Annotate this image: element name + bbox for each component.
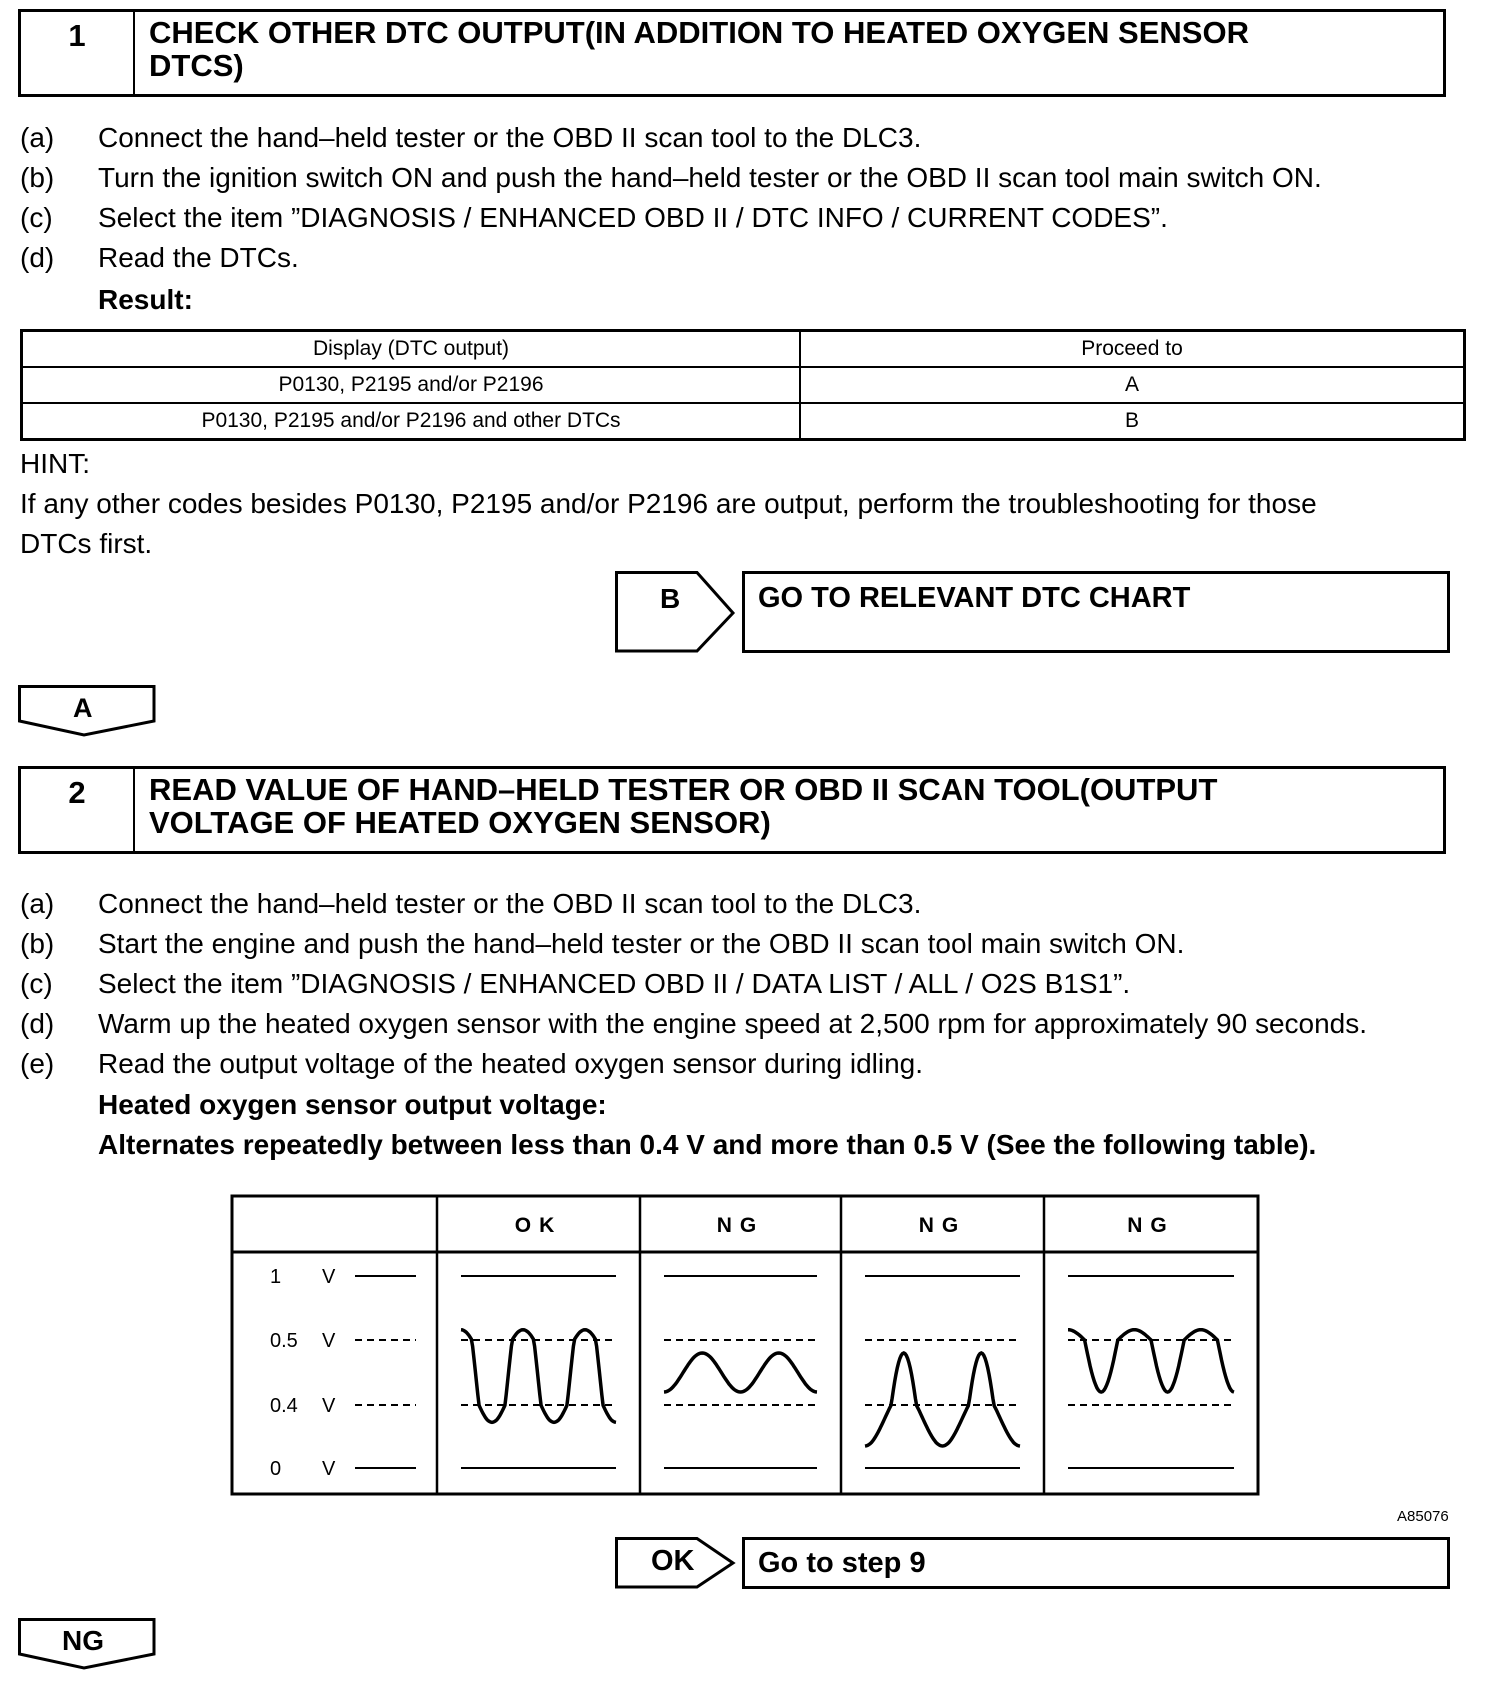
step-title: CHECK OTHER DTC OUTPUT(IN ADDITION TO HEATED OXYGEN SENSOR DTCS) xyxy=(149,15,1249,83)
hint-label: HINT: xyxy=(20,448,90,479)
step-2-item-e: (e) Read the output voltage of the heated oxygen sensor during idling. xyxy=(20,1048,924,1079)
step-2-item-a: (a) Connect the hand–held tester or the OBD II scan tool to the DLC3. xyxy=(20,888,922,919)
branch-b-tag[interactable]: B xyxy=(660,583,681,614)
y-level-unit: V xyxy=(322,1266,336,1288)
branch-ok-action-text: Go to step 9 xyxy=(758,1547,926,1579)
table-cell: B xyxy=(800,403,1465,440)
spec-value: Alternates repeatedly between less than 0.4 V and more than 0.5 V (See the following table). xyxy=(98,1129,1317,1160)
step-2-item-b: (b) Start the engine and push the hand–held tester or the OBD II scan tool main switch ON. xyxy=(20,928,1185,959)
branch-ng-tag[interactable]: NG xyxy=(62,1625,104,1656)
branch-ok-tag[interactable]: OK xyxy=(651,1545,695,1577)
hint-text-line-2: DTCs first. xyxy=(20,528,153,559)
y-level-label: 0 xyxy=(270,1458,282,1480)
y-level-label: 0.5 xyxy=(270,1330,298,1352)
step-number: 2 xyxy=(21,769,135,851)
result-label: Result: xyxy=(98,284,193,315)
table-cell: A xyxy=(800,367,1465,403)
step-1-item-d: (d) Read the DTCs. xyxy=(20,242,299,273)
table-header: Proceed to xyxy=(800,331,1465,368)
branch-a-tag[interactable]: A xyxy=(73,693,93,723)
y-level-label: 0.4 xyxy=(270,1395,298,1417)
table-header: Display (DTC output) xyxy=(22,331,801,368)
waveform-column-header: OK xyxy=(514,1214,563,1237)
waveform-table-frame xyxy=(232,1196,1258,1494)
waveform-column-header: NG xyxy=(918,1214,967,1237)
spec-label: Heated oxygen sensor output voltage: xyxy=(98,1089,607,1120)
y-level-unit: V xyxy=(322,1458,336,1480)
y-level-unit: V xyxy=(322,1395,336,1417)
step-title-line-1: READ VALUE OF HAND–HELD TESTER OR OBD II SCAN TOOL(OUTPUT xyxy=(149,772,1218,807)
step-title-line-2: VOLTAGE OF HEATED OXYGEN SENSOR) xyxy=(149,805,771,840)
branch-b-action-text: GO TO RELEVANT DTC CHART xyxy=(758,582,1191,614)
step-number: 1 xyxy=(21,12,135,94)
branch-ok-action[interactable] xyxy=(742,1537,1450,1589)
y-level-label: 1 xyxy=(270,1266,282,1288)
table-cell: P0130, P2195 and/or P2196 xyxy=(22,367,801,403)
step-1-item-a: (a) Connect the hand–held tester or the OBD II scan tool to the DLC3. xyxy=(20,122,922,153)
y-level-unit: V xyxy=(322,1330,336,1352)
step-2-item-d: (d) Warm up the heated oxygen sensor with the engine speed at 2,500 rpm for approximately 90 seconds. xyxy=(20,1008,1368,1039)
step-1-item-b: (b) Turn the ignition switch ON and push the hand–held tester or the OBD II scan tool main switch ON. xyxy=(20,162,1322,193)
table-cell: P0130, P2195 and/or P2196 and other DTCs xyxy=(22,403,801,440)
figure-code: A85076 xyxy=(1397,1508,1449,1525)
hint-text-line-1: If any other codes besides P0130, P2195 and/or P2196 are output, perform the troubleshooting for those xyxy=(20,488,1317,519)
waveform-column-header: NG xyxy=(1127,1214,1175,1237)
step-1-item-c: (c) Select the item ”DIAGNOSIS / ENHANCED OBD II / DTC INFO / CURRENT CODES”. xyxy=(20,202,1168,233)
step-2-item-c: (c) Select the item ”DIAGNOSIS / ENHANCED OBD II / DATA LIST / ALL / O2S B1S1”. xyxy=(20,968,1131,999)
waveform-column-header: NG xyxy=(716,1214,765,1237)
